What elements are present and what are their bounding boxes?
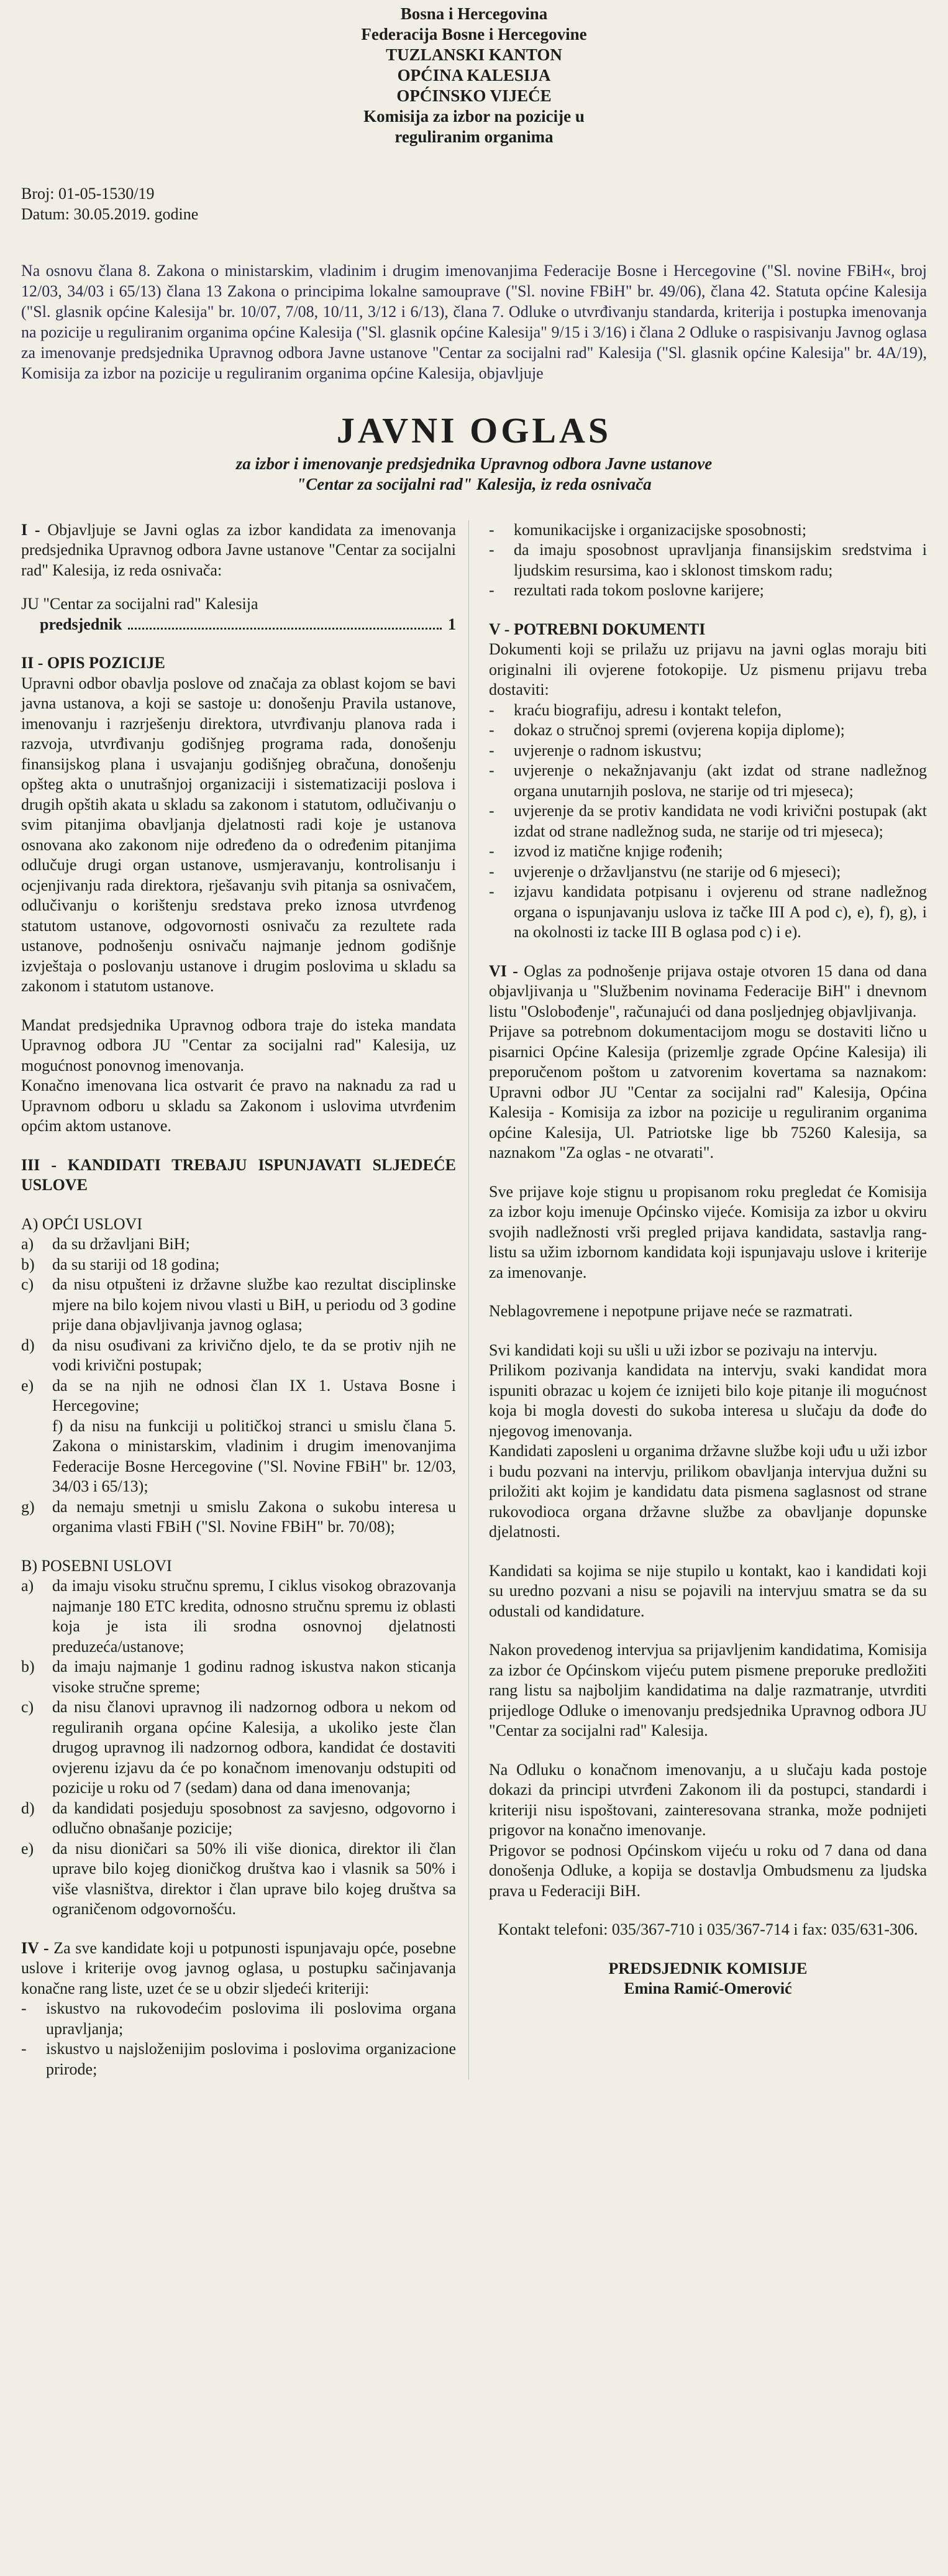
section-6-heading: VI -: [489, 961, 524, 980]
appeal-deadline-paragraph: Prigovor se podnosi Općinskom vijeću u roku od 7 dana od dana donošenja Odluke, a kopija se dostavlja Ombudsmenu za ljudska prava u Federaciji BiH.: [489, 1841, 927, 1900]
conflict-of-interest-paragraph: Prilikom pozivanja kandidata na intervju, svaki kandidat mora ispuniti obrazac u kojem će iznijeti bilo koje pitanje ili mogućnost koja bi mogla dovesti do sukoba interesa u slučaju da dođe do njegovog imenovanja.: [489, 1361, 927, 1440]
criteria-list-cont: [489, 520, 927, 601]
document-meta: [21, 183, 927, 225]
header-municipality: OPĆINA KALESIJA: [397, 65, 551, 85]
page-subtitle: [21, 454, 927, 494]
state-employees-paragraph: Kandidati zaposleni u organima državne službe koji uđu u uži izbor i budu pozvani na intervju, prilikom obavljanja intervjua dužni su priložiti akt kojim je kandidatu data pismena saglasnost od strane rukovodioca organa državne službe za obavljanje dopunske djelatnosti.: [489, 1442, 927, 1541]
list-item: c) da nisu članovi upravnog ili nadzornog odbora u nekom od reguliranih organa općine Kalesija, a ukoliko jeste član drugog upravnog ili nadzornog odbora, kandidat će dostaviti ovjerenu izjavu da će po konačnom imenovanju odstupiti od pozicije u roku od 7 (sedam) dana od dana imenovanja;: [21, 1698, 456, 1797]
section-5-text: Dokumenti koji se prilažu uz prijavu na javni oglas moraju biti originalni ili ovjerene fotokopije. Uz pismenu prijavu treba dostaviti:: [489, 640, 927, 699]
institution-name: JU "Centar za socijalni rad" Kalesija: [21, 595, 258, 613]
withdrawal-paragraph: Kandidati sa kojima se nije stupilo u kontakt, kao i kandidati koji su uredno pozvani a nisu se pojavili na intervjuu smatra se da su odustali od kandidature.: [489, 1561, 927, 1620]
header-federation: Federacija Bosne i Hercegovine: [361, 24, 587, 44]
leader-dots: [128, 615, 442, 630]
list-item: - iskustvo na rukovodećim poslovima ili poslovima organa upravljanja;: [21, 1999, 456, 2038]
header-canton: TUZLANSKI KANTON: [386, 45, 562, 64]
list-item: e) da nisu dioničari sa 50% ili više dionica, direktor ili član uprave bilo kojeg dioničkog društva kao i vlasnik sa 50% i više vlasništva, direktor i član uprave bilo kojeg društva sa ograničenom odgovornošću.: [21, 1839, 456, 1918]
reference-number: Broj: 01-05-1530/19: [21, 184, 155, 203]
legal-preamble: Na osnovu člana 8. Zakona o ministarskim, vladinim i drugim imenovanjima Federacije Bosne i Hercegovine ("Sl. novine FBiH«, broj 12/03, 34/03 i 65/13) člana 13 Zakona o principima lokalne samouprave ("Sl. novine FBiH" br. 49/06), člana 42. Statuta općine Kalesija ("Sl. glasnik općine Kalesija" br. 10/07, 7/08, 10/11, 3/12 i 6/13), člana 7. Odluke o utvrđivanju standarda, kriterija i postupka imenovanja na pozicije u reguliranim organima općine Kalesija ("Sl. glasnik općine Kalesija" 9/15 i 3/16) i člana 2 Odluke o raspisivanju Javnog oglasa za imenovanje predsjednika Upravnog odbora Javne ustanove "Centar za socijalni rad" Kalesija ("Sl. glasnik općine Kalesija" br. 4A/19), Komisija za izbor na pozicije u reguliranim organima općine Kalesija, objavljuje: [21, 262, 927, 383]
header-council: OPĆINSKO VIJEĆE: [396, 86, 552, 105]
list-item: a) da imaju visoku stručnu spremu, I ciklus visokog obrazovanja najmanje 180 ETC kredita, odnosno stručnu spremu iz oblasti koja je ista ili srodna osnovnoj djelatnosti preduzeća/ustanove;: [21, 1577, 456, 1656]
compensation-paragraph: Konačno imenovana lica ostvarit će pravo na naknadu za rad u Upravnom odboru u skladu sa Zakonom i uslovima utvrđenim općim aktom ustanove.: [21, 1076, 456, 1135]
list-item: d) da kandidati posjeduju sposobnost za savjesno, odgovorno i odlučno obnašanje pozicije;: [21, 1799, 456, 1838]
position-title: predsjednik: [40, 615, 122, 633]
page-title: JAVNI OGLAS: [336, 410, 612, 451]
signature-title: PREDSJEDNIK KOMISIJE: [608, 1959, 808, 1978]
list-item: d) da nisu osuđivani za krivično djelo, te da se protiv njih ne vodi krivični postupak;: [21, 1336, 456, 1375]
section-1-text: Objavljuje se Javni oglas za izbor kandidata za imenovanja predsjednika Upravnog odbora Javne ustanove "Centar za socijalni rad" Kalesija, iz reda osnivača:: [21, 520, 456, 579]
list-item: - dokaz o stručnoj spremi (ovjerena kopija diplome);: [489, 721, 845, 740]
document-header: [21, 0, 927, 147]
section-4-text: Za sve kandidate koji u potpunosti ispunjavaju opće, posebne uslove i kriterije ovog javnog oglasa, u postupku sačinjavanja konačne rang liste, uzet će se u obzir sljedeći kriteriji:: [21, 1938, 456, 1997]
list-item: a) da su državljani BiH;: [21, 1235, 190, 1254]
general-conditions-heading: A) OPĆI USLOVI: [21, 1214, 142, 1233]
section-4-heading: IV -: [21, 1938, 54, 1957]
subtitle-line-2: "Centar za socijalni rad" Kalesija, iz reda osnivača: [296, 474, 652, 493]
header-commission: Komisija za izbor na pozicije u: [363, 106, 585, 126]
list-item: - uvjerenje o radnom iskustvu;: [489, 741, 702, 759]
section-6-text: Oglas za podnošenje prijava ostaje otvoren 15 dana od dana objavljivanja u "Službenim novinama Federacije BiH" i dnevnom listu "Oslobođenje", računajući od dana posljednjeg objavljivanja.: [489, 961, 927, 1020]
list-item: - uvjerenje da se protiv kandidata ne vodi krivični postupak (akt izdat od strane nadležnog suda, ne starije od tri mjeseca);: [489, 802, 927, 840]
list-item: - kraću biografiju, adresu i kontakt telefon,: [489, 700, 782, 719]
special-conditions-list: [21, 1576, 456, 1920]
list-item: - komunikacijske i organizacijske sposobnosti;: [489, 520, 807, 539]
documents-list: [489, 700, 927, 943]
section-1: [21, 520, 456, 581]
section-1-heading: I -: [21, 520, 48, 539]
position-count: 1: [448, 615, 456, 633]
position-item: [40, 615, 456, 635]
list-item: g) da nemaju smetnji u smislu Zakona o sukobu interesa u organima vlasti FBiH ("Sl. Novine FBiH" br. 70/08);: [21, 1497, 456, 1536]
two-column-body: [21, 520, 927, 2080]
list-item: - uvjerenje o nekažnjavanju (akt izdat od strane nadležnog organa unutarnjih poslova, ne starije od tri mjeseca);: [489, 761, 927, 800]
left-column: [21, 520, 469, 2080]
header-commission-cont: reguliranim organima: [394, 127, 554, 146]
list-item: - izvod iz matične knjige rođenih;: [489, 842, 723, 861]
list-item: - uvjerenje o državljanstvu (ne starije od 6 mjeseci);: [489, 862, 841, 881]
mandate-paragraph: Mandat predsjednika Upravnog odbora traje do isteka mandata Upravnog odbora JU "Centar za socijalni rad" Kalesija, uz mogućnost ponovnog imenovanja.: [21, 1015, 456, 1075]
right-column: [489, 520, 927, 2080]
list-item: - da imaju sposobnost upravljanja finansijskim sredstvima i ljudskim resursima, kao i sklonost timskom radu;: [489, 541, 927, 579]
appeal-paragraph: Na Odluku o konačnom imenovanju, a u slučaju kada postoje dokazi da principi utvrđeni Zakonom ili da postupci, standardi i kriteriji nisu ispoštovani, zainteresovana stranka, može podnijeti prigovor na konačno imenovanje.: [489, 1760, 927, 1840]
list-item: c) da nisu otpušteni iz državne službe kao rezultat disciplinske mjere na bilo kojem nivou vlasti u BiH, u periodu od 3 godine prije dana objavljivanja javnog oglasa;: [21, 1275, 456, 1334]
interview-paragraph: Svi kandidati koji su ušli u uži izbor se pozivaju na intervju.: [489, 1341, 878, 1359]
contact-info: Kontakt telefoni: 035/367-710 i 035/367-714 i fax: 035/631-306.: [498, 1920, 918, 1939]
list-item: e) da se na njih ne odnosi član IX 1. Ustava Bosne i Hercegovine;: [21, 1376, 456, 1415]
document-date: Datum: 30.05.2019. godine: [21, 204, 199, 223]
submission-paragraph: Prijave sa potrebnom dokumentacijom mogu se dostaviti lično u pisarnici Općine Kalesija (prizemlje zgrade Općine Kalesija) ili preporučenom poštom u zatvorenim kovertama sa naznakom: Upravni odbor JU "Centar za socijalni rad" Kalesija, Općina Kalesija - Komisija za izbor na pozicije u reguliranim organima općine Kalesija, Ul. Patriotske lige bb 75260 Kalesija, sa naznakom "Za oglas - ne otvarati".: [489, 1022, 927, 1162]
list-item: - izjavu kandidata potpisanu i ovjerenu od strane nadležnog organa o ispunjavanju uslova iz tačke III A pod c), e), f), g), i na okolnosti iz tacke III B oglasa pod c) i e).: [489, 882, 927, 942]
signature-name: Emina Ramić-Omerović: [624, 1979, 792, 1998]
signature-block: [489, 1959, 927, 1999]
recommendation-paragraph: Nakon provedenog intervjua sa prijavljenim kandidatima, Komisija za izbor će Općinskom vijeću putem pismene preporuke predložiti rang listu sa najboljim kandidatima na dalje razmatranje, utvrditi prijedloge Odluke o imenovanju predsjednika Upravnog odbora JU "Centar za socijalni rad" Kalesija.: [489, 1641, 927, 1740]
list-item: f) da nisu na funkciji u političkoj stranci u smislu člana 5. Zakona o ministarskim, vladinim i drugim imenovanjima Federacije Bosne Hercegovine ("Sl. Novine FBiH" br. 12/03, 34/03 i 65/13);: [52, 1416, 456, 1496]
list-item: b) da imaju najmanje 1 godinu radnog iskustva nakon sticanja visoke stručne spreme;: [21, 1657, 456, 1696]
general-conditions-list: [21, 1234, 456, 1538]
position-list: [21, 594, 456, 635]
section-6: [489, 961, 927, 1022]
list-item: - rezultati rada tokom poslovne karijere;: [489, 581, 764, 600]
commission-review-paragraph: Sve prijave koje stignu u propisanom roku pregledat će Komisija za izbor koju imenuje Općinsko vijeće. Komisija za izbor u okviru svojih nadležnosti vrši pregled prijava kandidata, sastavlja rang-listu sa užim izbornom kandidata koji ispunjavaju uslove i kriterije za imenovanje.: [489, 1182, 927, 1281]
incomplete-applications-paragraph: Neblagovremene i nepotpune prijave neće se razmatrati.: [489, 1302, 853, 1321]
section-2-heading: II - OPIS POZICIJE: [21, 654, 165, 672]
special-conditions-heading: B) POSEBNI USLOVI: [21, 1556, 172, 1575]
header-country: Bosna i Hercegovina: [400, 4, 548, 23]
section-4: [21, 1938, 456, 1999]
subtitle-line-1: za izbor i imenovanje predsjednika Upravnog odbora Javne ustanove: [235, 454, 713, 474]
section-2-text: Upravni odbor obavlja poslove od značaja za oblast kojom se bavi javna ustanova, a koji se sastoje u: donošenju Pravila ustanove, imenovanju i razrješenju direktora, utvrđivanju planova rada i razvoja, utvrđivanju godišnjeg programa rada, donošenju finansijskog plana i usvajanju godišnjeg obračuna, donošenju opšteg akta o unutrašnjoj organizaciji i sistematizaciji poslova i drugih opštih akata u skladu sa zakonom i statutom, odlučivanju o svim pitanjima obavljanja djelatnosti radi koje je ustanova osnovana ako zakonom nije određeno da o određenim pitanjima odlučuje drugi organ ustanove, usmjeravanju, kontrolisanju i ocjenjivanju rada direktora, rješavanju svih pitanja sa osnivačem, odlučivanju o korištenju sredstava preko iznosa utvrđenog statutom ustanove, odgovornosti osnivaču za rezultete rada ustanove, podnošenju osnivaču najmanje jednom godišnje izvještaja o poslovanju ustanove i drugim poslovima u skladu sa zakonom i statutom ustanove.: [21, 674, 456, 996]
criteria-list: [21, 1999, 456, 2079]
list-item: - iskustvo u najsloženijim poslovima i poslovima organizacione prirode;: [21, 2040, 456, 2078]
list-item: b) da su stariji od 18 godina;: [21, 1255, 220, 1273]
section-3-heading: III - KANDIDATI TREBAJU ISPUNJAVATI SLJEDEĆE USLOVE: [21, 1155, 456, 1194]
section-5-heading: V - POTREBNI DOKUMENTI: [489, 620, 706, 638]
